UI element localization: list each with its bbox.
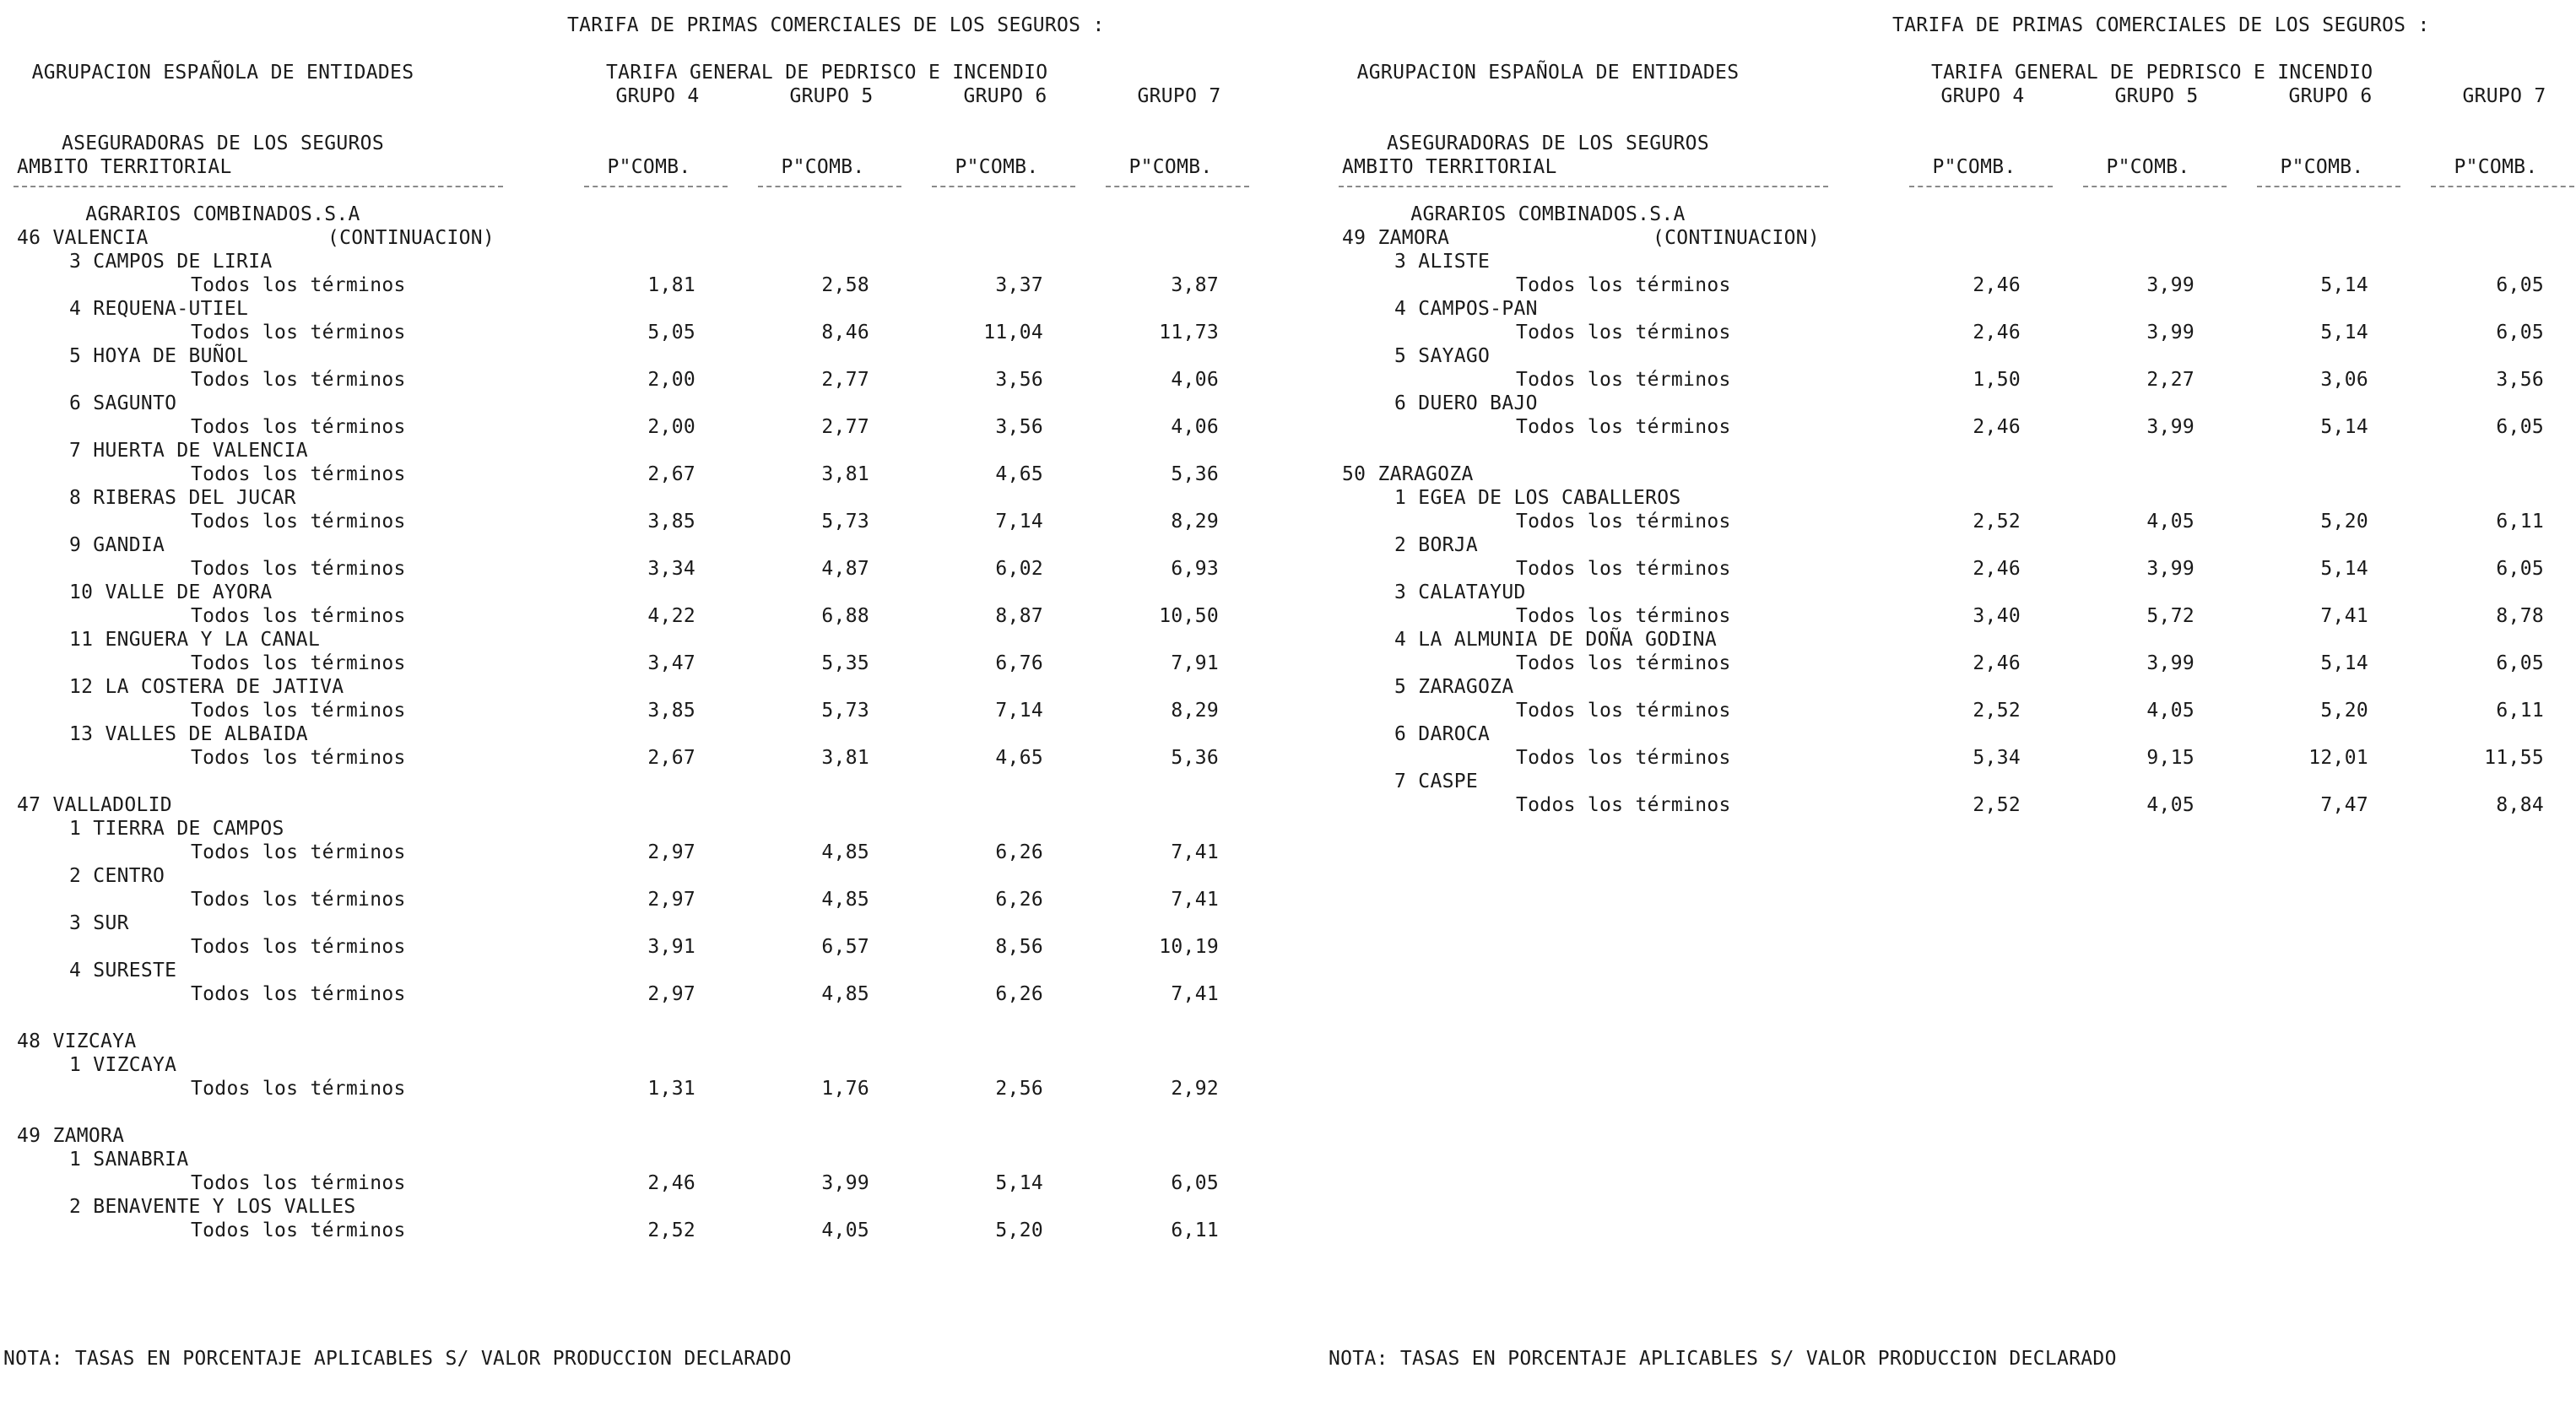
- comarca-label: 4 REQUENA-UTIEL: [69, 298, 249, 320]
- premium-rate-cell: 3,47: [647, 652, 695, 674]
- comarca-row: [3, 1195, 1269, 1219]
- ambito-territorial-header: AMBITO TERRITORIAL: [1342, 156, 1557, 178]
- premium-rate-cell: 5,14: [2320, 322, 2368, 343]
- premium-rate-cell: 5,14: [2320, 558, 2368, 580]
- province-row: [3, 793, 1269, 817]
- premium-rate-cell: 2,46: [1973, 322, 2021, 343]
- premium-rate-cell: 12,01: [2308, 747, 2368, 769]
- comarca-row: [3, 675, 1269, 699]
- terminos-row: [3, 652, 1269, 675]
- province-label: 49 ZAMORA: [17, 1125, 125, 1147]
- province-row: [3, 1124, 1269, 1148]
- comarca-row: [3, 533, 1269, 557]
- tariff-rows: [3, 226, 1269, 1242]
- premium-rate-cell: 2,52: [1973, 700, 2021, 722]
- terminos-label: Todos los términos: [191, 463, 406, 485]
- terminos-row: [1329, 604, 2576, 628]
- column-header: P"COMB.: [2454, 156, 2538, 178]
- group-header: GRUPO 5: [2114, 85, 2199, 107]
- header-divider: [932, 186, 1075, 187]
- premium-rate-cell: 2,97: [647, 889, 695, 911]
- premium-rate-cell: 3,34: [647, 558, 695, 580]
- premium-rate-cell: 7,91: [1171, 652, 1219, 674]
- column-header: P"COMB.: [955, 156, 1039, 178]
- column-header: P"COMB.: [2280, 156, 2364, 178]
- premium-rate-cell: 3,37: [995, 274, 1043, 296]
- premium-rate-cell: 6,02: [995, 558, 1043, 580]
- spacer-row: [3, 770, 1269, 793]
- comarca-label: 11 ENGUERA Y LA CANAL: [69, 629, 321, 651]
- comarca-row: [1329, 628, 2576, 652]
- premium-rate-cell: 6,05: [2496, 416, 2544, 438]
- terminos-row: [3, 1077, 1269, 1100]
- comarca-row: [1329, 722, 2576, 746]
- premium-rate-cell: 3,99: [2146, 558, 2194, 580]
- comarca-row: [3, 911, 1269, 935]
- terminos-label: Todos los términos: [1516, 747, 1731, 769]
- premium-rate-cell: 4,85: [821, 841, 869, 863]
- terminos-row: [1329, 746, 2576, 770]
- terminos-row: [1329, 321, 2576, 344]
- spacer-row: [1329, 439, 2576, 462]
- terminos-label: Todos los términos: [191, 416, 406, 438]
- premium-rate-cell: 6,26: [995, 889, 1043, 911]
- terminos-label: Todos los términos: [191, 700, 406, 722]
- premium-rate-cell: 2,46: [647, 1172, 695, 1194]
- province-label: 47 VALLADOLID: [17, 794, 172, 816]
- comarca-row: [3, 959, 1269, 982]
- terminos-row: [3, 982, 1269, 1006]
- terminos-row: [3, 746, 1269, 770]
- province-row: [1329, 226, 2576, 250]
- group-header: GRUPO 4: [615, 85, 700, 107]
- comarca-label: 9 GANDIA: [69, 534, 165, 556]
- terminos-label: Todos los términos: [1516, 274, 1731, 296]
- premium-rate-cell: 6,05: [2496, 274, 2544, 296]
- terminos-label: Todos los términos: [191, 511, 406, 533]
- comarca-label: 5 HOYA DE BUÑOL: [69, 345, 249, 367]
- terminos-row: [3, 368, 1269, 392]
- premium-rate-cell: 3,56: [995, 369, 1043, 391]
- premium-rate-cell: 2,00: [647, 416, 695, 438]
- terminos-label: Todos los términos: [191, 369, 406, 391]
- org-line: ASEGURADORAS DE LOS SEGUROS: [1387, 132, 1709, 154]
- premium-rate-cell: 1,50: [1973, 369, 2021, 391]
- terminos-row: [1329, 557, 2576, 581]
- header-divider: [1106, 186, 1249, 187]
- terminos-row: [3, 321, 1269, 344]
- comarca-label: 3 ALISTE: [1394, 251, 1491, 273]
- premium-rate-cell: 7,41: [1171, 841, 1219, 863]
- premium-rate-cell: 2,77: [821, 369, 869, 391]
- premium-rate-cell: 3,99: [821, 1172, 869, 1194]
- premium-rate-cell: 6,93: [1171, 558, 1219, 580]
- premium-rate-cell: 5,14: [2320, 416, 2368, 438]
- column-header: P"COMB.: [2106, 156, 2190, 178]
- premium-rate-cell: 2,46: [1973, 652, 2021, 674]
- spacer-row: [3, 1100, 1269, 1124]
- premium-rate-cell: 3,81: [821, 747, 869, 769]
- comarca-row: [3, 297, 1269, 321]
- org-line: AGRUPACION ESPAÑOLA DE ENTIDADES: [31, 62, 414, 84]
- premium-rate-cell: 5,14: [2320, 652, 2368, 674]
- premium-rate-cell: 4,65: [995, 463, 1043, 485]
- premium-rate-cell: 3,56: [2496, 369, 2544, 391]
- premium-rate-cell: 4,85: [821, 889, 869, 911]
- tarifa-title: TARIFA DE PRIMAS COMERCIALES DE LOS SEGUROS :: [1892, 14, 2430, 36]
- premium-rate-cell: 2,00: [647, 369, 695, 391]
- comarca-row: [3, 250, 1269, 273]
- premium-rate-cell: 5,36: [1171, 747, 1219, 769]
- terminos-label: Todos los términos: [191, 983, 406, 1005]
- terminos-label: Todos los términos: [191, 1219, 406, 1241]
- comarca-row: [3, 581, 1269, 604]
- premium-rate-cell: 2,46: [1973, 558, 2021, 580]
- premium-rate-cell: 3,99: [2146, 652, 2194, 674]
- premium-rate-cell: 3,91: [647, 936, 695, 958]
- premium-rate-cell: 4,65: [995, 747, 1043, 769]
- premium-rate-cell: 5,73: [821, 511, 869, 533]
- terminos-row: [1329, 793, 2576, 817]
- premium-rate-cell: 3,56: [995, 416, 1043, 438]
- premium-rate-cell: 5,34: [1973, 747, 2021, 769]
- premium-rate-cell: 8,46: [821, 322, 869, 343]
- premium-rate-cell: 5,35: [821, 652, 869, 674]
- premium-rate-cell: 11,55: [2484, 747, 2544, 769]
- terminos-label: Todos los términos: [191, 1172, 406, 1194]
- group-header: GRUPO 7: [1137, 85, 1221, 107]
- premium-rate-cell: 2,52: [1973, 794, 2021, 816]
- group-header: GRUPO 5: [789, 85, 874, 107]
- premium-rate-cell: 3,85: [647, 700, 695, 722]
- header-divider: [14, 186, 503, 187]
- comarca-label: 10 VALLE DE AYORA: [69, 581, 273, 603]
- premium-rate-cell: 2,27: [2146, 369, 2194, 391]
- premium-rate-cell: 8,84: [2496, 794, 2544, 816]
- comarca-label: 6 SAGUNTO: [69, 392, 177, 414]
- terminos-label: Todos los términos: [1516, 558, 1731, 580]
- comarca-row: [3, 817, 1269, 841]
- terminos-label: Todos los términos: [191, 936, 406, 958]
- terminos-row: [3, 888, 1269, 911]
- comarca-label: 13 VALLES DE ALBAIDA: [69, 723, 308, 745]
- column-header: P"COMB.: [781, 156, 865, 178]
- premium-rate-cell: 2,52: [1973, 511, 2021, 533]
- comarca-row: [3, 628, 1269, 652]
- premium-rate-cell: 3,85: [647, 511, 695, 533]
- terminos-label: Todos los términos: [191, 605, 406, 627]
- column-header: P"COMB.: [1128, 156, 1213, 178]
- comarca-label: 4 LA ALMUNIA DE DOÑA GODINA: [1394, 629, 1717, 651]
- org-line: AGRUPACION ESPAÑOLA DE ENTIDADES: [1356, 62, 1740, 84]
- column-header: P"COMB.: [1932, 156, 2016, 178]
- premium-rate-cell: 1,81: [647, 274, 695, 296]
- premium-rate-cell: 6,76: [995, 652, 1043, 674]
- comarca-label: 7 CASPE: [1394, 771, 1479, 792]
- premium-rate-cell: 8,29: [1171, 700, 1219, 722]
- premium-rate-cell: 6,88: [821, 605, 869, 627]
- terminos-label: Todos los términos: [191, 841, 406, 863]
- premium-rate-cell: 6,57: [821, 936, 869, 958]
- comarca-label: 1 EGEA DE LOS CABALLEROS: [1394, 487, 1681, 509]
- premium-rate-cell: 4,85: [821, 983, 869, 1005]
- premium-rate-cell: 2,67: [647, 747, 695, 769]
- header-divider: [2257, 186, 2400, 187]
- comarca-label: 3 SUR: [69, 912, 129, 934]
- tarifa-title: TARIFA DE PRIMAS COMERCIALES DE LOS SEGUROS :: [567, 14, 1105, 36]
- comarca-label: 6 DAROCA: [1394, 723, 1491, 745]
- comarca-label: 7 HUERTA DE VALENCIA: [69, 440, 308, 462]
- premium-rate-cell: 7,41: [1171, 889, 1219, 911]
- premium-rate-cell: 6,11: [2496, 700, 2544, 722]
- premium-rate-cell: 3,99: [2146, 274, 2194, 296]
- premium-rate-cell: 4,22: [647, 605, 695, 627]
- premium-rate-cell: 3,81: [821, 463, 869, 485]
- comarca-label: 5 ZARAGOZA: [1394, 676, 1514, 698]
- group-header: GRUPO 6: [963, 85, 1047, 107]
- premium-rate-cell: 11,04: [983, 322, 1043, 343]
- terminos-label: Todos los términos: [191, 274, 406, 296]
- terminos-label: Todos los términos: [1516, 322, 1731, 343]
- header-divider: [1339, 186, 1828, 187]
- comarca-label: 3 CALATAYUD: [1394, 581, 1526, 603]
- premium-rate-cell: 4,06: [1171, 416, 1219, 438]
- comarca-label: 2 CENTRO: [69, 865, 165, 887]
- premium-rate-cell: 5,20: [995, 1219, 1043, 1241]
- province-label: 49 ZAMORA: [1342, 227, 1450, 249]
- terminos-label: Todos los términos: [191, 652, 406, 674]
- comarca-row: [3, 344, 1269, 368]
- comarca-row: [1329, 675, 2576, 699]
- comarca-label: 1 TIERRA DE CAMPOS: [69, 818, 284, 840]
- premium-rate-cell: 4,05: [821, 1219, 869, 1241]
- comarca-label: 2 BORJA: [1394, 534, 1479, 556]
- continuation-note: (CONTINUACION): [327, 227, 495, 249]
- comarca-row: [1329, 297, 2576, 321]
- terminos-label: Todos los términos: [1516, 700, 1731, 722]
- terminos-label: Todos los términos: [1516, 794, 1731, 816]
- terminos-row: [3, 699, 1269, 722]
- comarca-label: 1 SANABRIA: [69, 1149, 189, 1171]
- terminos-row: [3, 510, 1269, 533]
- tariff-page-left: [3, 0, 1269, 1406]
- group-header: GRUPO 4: [1940, 85, 2025, 107]
- terminos-label: Todos los términos: [191, 558, 406, 580]
- province-label: 46 VALENCIA: [17, 227, 149, 249]
- comarca-row: [3, 864, 1269, 888]
- province-label: 48 VIZCAYA: [17, 1030, 137, 1052]
- comarca-row: [1329, 486, 2576, 510]
- tarifa-subtitle: TARIFA GENERAL DE PEDRISCO E INCENDIO: [1931, 62, 2373, 84]
- terminos-row: [3, 557, 1269, 581]
- terminos-label: Todos los términos: [191, 322, 406, 343]
- premium-rate-cell: 9,15: [2146, 747, 2194, 769]
- premium-rate-cell: 2,77: [821, 416, 869, 438]
- footnote: NOTA: TASAS EN PORCENTAJE APLICABLES S/ VALOR PRODUCCION DECLARADO: [3, 1348, 792, 1370]
- premium-rate-cell: 5,14: [2320, 274, 2368, 296]
- comarca-row: [3, 486, 1269, 510]
- premium-rate-cell: 4,06: [1171, 369, 1219, 391]
- comarca-row: [3, 1053, 1269, 1077]
- premium-rate-cell: 6,11: [1171, 1219, 1219, 1241]
- org-line: AGRARIOS COMBINADOS.S.A: [85, 203, 360, 225]
- ambito-territorial-header: AMBITO TERRITORIAL: [17, 156, 232, 178]
- premium-rate-cell: 2,67: [647, 463, 695, 485]
- terminos-row: [3, 935, 1269, 959]
- terminos-row: [3, 273, 1269, 297]
- terminos-row: [1329, 368, 2576, 392]
- terminos-row: [3, 415, 1269, 439]
- premium-rate-cell: 4,05: [2146, 511, 2194, 533]
- header-divider: [2083, 186, 2227, 187]
- comarca-label: 4 SURESTE: [69, 960, 177, 981]
- comarca-label: 8 RIBERAS DEL JUCAR: [69, 487, 296, 509]
- comarca-label: 2 BENAVENTE Y LOS VALLES: [69, 1196, 356, 1218]
- premium-rate-cell: 2,46: [1973, 274, 2021, 296]
- comarca-label: 1 VIZCAYA: [69, 1054, 177, 1076]
- premium-rate-cell: 6,26: [995, 841, 1043, 863]
- terminos-label: Todos los términos: [1516, 511, 1731, 533]
- terminos-row: [3, 462, 1269, 486]
- province-row: [1329, 462, 2576, 486]
- premium-rate-cell: 11,73: [1159, 322, 1219, 343]
- premium-rate-cell: 2,46: [1973, 416, 2021, 438]
- terminos-label: Todos los términos: [191, 889, 406, 911]
- terminos-label: Todos los términos: [1516, 416, 1731, 438]
- province-row: [3, 226, 1269, 250]
- tariff-rows: [1329, 226, 2576, 817]
- terminos-label: Todos los términos: [1516, 605, 1731, 627]
- premium-rate-cell: 8,87: [995, 605, 1043, 627]
- comarca-label: 6 DUERO BAJO: [1394, 392, 1538, 414]
- premium-rate-cell: 6,05: [1171, 1172, 1219, 1194]
- premium-rate-cell: 5,73: [821, 700, 869, 722]
- premium-rate-cell: 7,41: [2320, 605, 2368, 627]
- premium-rate-cell: 1,31: [647, 1078, 695, 1100]
- premium-rate-cell: 5,05: [647, 322, 695, 343]
- tarifa-subtitle: TARIFA GENERAL DE PEDRISCO E INCENDIO: [606, 62, 1048, 84]
- header-divider: [758, 186, 901, 187]
- header-divider: [584, 186, 728, 187]
- continuation-note: (CONTINUACION): [1653, 227, 1821, 249]
- premium-rate-cell: 8,78: [2496, 605, 2544, 627]
- comarca-label: 5 SAYAGO: [1394, 345, 1491, 367]
- comarca-label: 12 LA COSTERA DE JATIVA: [69, 676, 344, 698]
- terminos-row: [1329, 699, 2576, 722]
- column-header: P"COMB.: [607, 156, 691, 178]
- premium-rate-cell: 5,72: [2146, 605, 2194, 627]
- premium-rate-cell: 3,99: [2146, 322, 2194, 343]
- terminos-label: Todos los términos: [191, 747, 406, 769]
- premium-rate-cell: 3,40: [1973, 605, 2021, 627]
- premium-rate-cell: 4,05: [2146, 700, 2194, 722]
- premium-rate-cell: 2,92: [1171, 1078, 1219, 1100]
- terminos-row: [3, 1219, 1269, 1242]
- terminos-row: [1329, 652, 2576, 675]
- terminos-row: [1329, 273, 2576, 297]
- org-line: AGRARIOS COMBINADOS.S.A: [1410, 203, 1686, 225]
- terminos-label: Todos los términos: [1516, 652, 1731, 674]
- premium-rate-cell: 2,97: [647, 983, 695, 1005]
- terminos-row: [3, 841, 1269, 864]
- premium-rate-cell: 5,20: [2320, 700, 2368, 722]
- comarca-row: [3, 392, 1269, 415]
- premium-rate-cell: 5,14: [995, 1172, 1043, 1194]
- premium-rate-cell: 5,20: [2320, 511, 2368, 533]
- premium-rate-cell: 6,05: [2496, 322, 2544, 343]
- terminos-label: Todos los términos: [191, 1078, 406, 1100]
- comarca-row: [1329, 250, 2576, 273]
- comarca-label: 4 CAMPOS-PAN: [1394, 298, 1538, 320]
- premium-rate-cell: 6,11: [2496, 511, 2544, 533]
- terminos-row: [1329, 415, 2576, 439]
- group-header: GRUPO 6: [2288, 85, 2373, 107]
- comarca-row: [1329, 392, 2576, 415]
- premium-rate-cell: 7,14: [995, 511, 1043, 533]
- terminos-label: Todos los términos: [1516, 369, 1731, 391]
- premium-rate-cell: 7,14: [995, 700, 1043, 722]
- premium-rate-cell: 8,56: [995, 936, 1043, 958]
- premium-rate-cell: 2,97: [647, 841, 695, 863]
- comarca-row: [3, 722, 1269, 746]
- premium-rate-cell: 4,05: [2146, 794, 2194, 816]
- premium-rate-cell: 4,87: [821, 558, 869, 580]
- premium-rate-cell: 3,06: [2320, 369, 2368, 391]
- province-label: 50 ZARAGOZA: [1342, 463, 1474, 485]
- comarca-row: [3, 1148, 1269, 1171]
- premium-rate-cell: 7,47: [2320, 794, 2368, 816]
- premium-rate-cell: 6,26: [995, 983, 1043, 1005]
- comarca-row: [1329, 344, 2576, 368]
- premium-rate-cell: 3,87: [1171, 274, 1219, 296]
- premium-rate-cell: 2,52: [647, 1219, 695, 1241]
- premium-rate-cell: 7,41: [1171, 983, 1219, 1005]
- premium-rate-cell: 2,56: [995, 1078, 1043, 1100]
- premium-rate-cell: 5,36: [1171, 463, 1219, 485]
- header-divider: [2431, 186, 2574, 187]
- org-line: ASEGURADORAS DE LOS SEGUROS: [62, 132, 384, 154]
- premium-rate-cell: 10,19: [1159, 936, 1219, 958]
- comarca-row: [1329, 533, 2576, 557]
- comarca-row: [1329, 581, 2576, 604]
- province-row: [3, 1030, 1269, 1053]
- footnote: NOTA: TASAS EN PORCENTAJE APLICABLES S/ VALOR PRODUCCION DECLARADO: [1329, 1348, 2117, 1370]
- premium-rate-cell: 6,05: [2496, 652, 2544, 674]
- terminos-row: [1329, 510, 2576, 533]
- terminos-row: [3, 1171, 1269, 1195]
- premium-rate-cell: 10,50: [1159, 605, 1219, 627]
- terminos-row: [3, 604, 1269, 628]
- comarca-row: [1329, 770, 2576, 793]
- comarca-row: [3, 439, 1269, 462]
- comarca-label: 3 CAMPOS DE LIRIA: [69, 251, 273, 273]
- group-header: GRUPO 7: [2462, 85, 2546, 107]
- premium-rate-cell: 6,05: [2496, 558, 2544, 580]
- premium-rate-cell: 2,58: [821, 274, 869, 296]
- premium-rate-cell: 8,29: [1171, 511, 1219, 533]
- premium-rate-cell: 1,76: [821, 1078, 869, 1100]
- premium-rate-cell: 3,99: [2146, 416, 2194, 438]
- spacer-row: [3, 1006, 1269, 1030]
- tariff-page-right: [1329, 0, 2576, 1406]
- header-divider: [1909, 186, 2053, 187]
